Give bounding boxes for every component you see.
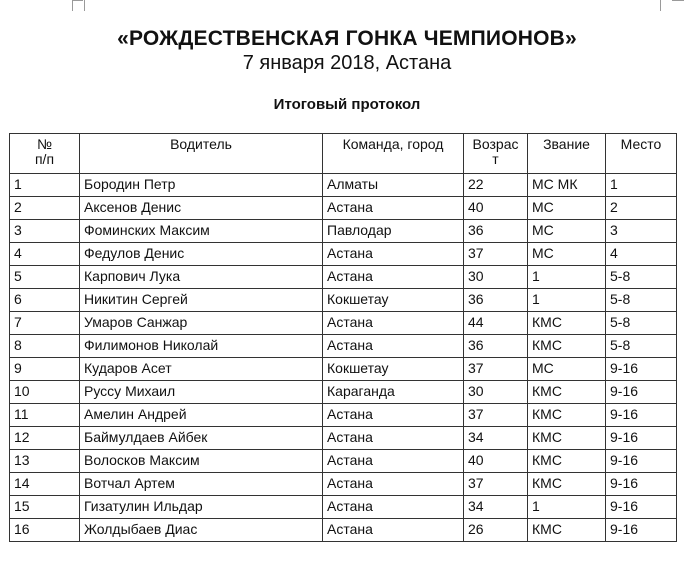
cell-place: 5-8 xyxy=(606,312,677,335)
cell-driver: Кударов Асет xyxy=(80,358,323,381)
cell-place: 2 xyxy=(606,197,677,220)
cell-place: 4 xyxy=(606,243,677,266)
cell-number: 7 xyxy=(10,312,80,335)
cell-driver: Волосков Максим xyxy=(80,450,323,473)
cell-rank: МС МК xyxy=(528,174,606,197)
cell-number: 8 xyxy=(10,335,80,358)
crop-mark-left xyxy=(72,0,83,11)
cell-place: 3 xyxy=(606,220,677,243)
cell-place: 9-16 xyxy=(606,381,677,404)
cell-place: 5-8 xyxy=(606,266,677,289)
table-header-row xyxy=(10,134,677,174)
table-row xyxy=(10,220,677,243)
cell-rank: КМС xyxy=(528,335,606,358)
cell-number: 9 xyxy=(10,358,80,381)
table-row xyxy=(10,404,677,427)
cell-age: 26 xyxy=(464,519,528,542)
column-header-age-line1: Возрас xyxy=(472,136,519,152)
crop-mark-right-inner xyxy=(660,0,661,11)
cell-rank: КМС xyxy=(528,473,606,496)
column-header-number-line2: п/п xyxy=(34,151,55,167)
cell-team: Кокшетау xyxy=(323,358,464,381)
table-row xyxy=(10,335,677,358)
cell-team: Астана xyxy=(323,312,464,335)
cell-team: Павлодар xyxy=(323,220,464,243)
column-header-number xyxy=(10,134,80,174)
cell-age: 34 xyxy=(464,427,528,450)
cell-age: 36 xyxy=(464,220,528,243)
crop-mark-left-inner xyxy=(84,0,85,11)
column-header-age-line2: т xyxy=(492,151,499,167)
cell-team: Астана xyxy=(323,473,464,496)
column-header-place: Место xyxy=(606,134,677,174)
cell-driver: Никитин Сергей xyxy=(80,289,323,312)
cell-team: Караганда xyxy=(323,381,464,404)
cell-number: 6 xyxy=(10,289,80,312)
cell-rank: МС xyxy=(528,197,606,220)
event-date-location: 7 января 2018, Астана xyxy=(242,52,452,74)
cell-number: 1 xyxy=(10,174,80,197)
cell-team: Астана xyxy=(323,266,464,289)
cell-number: 2 xyxy=(10,197,80,220)
table-row xyxy=(10,289,677,312)
cell-age: 30 xyxy=(464,266,528,289)
table-row xyxy=(10,197,677,220)
cell-driver: Руссу Михаил xyxy=(80,381,323,404)
cell-team: Астана xyxy=(323,519,464,542)
cell-age: 44 xyxy=(464,312,528,335)
cell-age: 37 xyxy=(464,243,528,266)
cell-driver: Бородин Петр xyxy=(80,174,323,197)
cell-rank: КМС xyxy=(528,450,606,473)
cell-place: 9-16 xyxy=(606,358,677,381)
cell-number: 13 xyxy=(10,450,80,473)
cell-team: Астана xyxy=(323,243,464,266)
table-row xyxy=(10,358,677,381)
cell-place: 5-8 xyxy=(606,289,677,312)
cell-place: 9-16 xyxy=(606,496,677,519)
cell-driver: Баймулдаев Айбек xyxy=(80,427,323,450)
cell-age: 37 xyxy=(464,404,528,427)
cell-age: 36 xyxy=(464,335,528,358)
protocol-heading: Итоговый протокол xyxy=(273,96,421,113)
cell-age: 36 xyxy=(464,289,528,312)
cell-rank: МС xyxy=(528,358,606,381)
crop-mark-right xyxy=(672,0,684,11)
cell-driver: Филимонов Николай xyxy=(80,335,323,358)
cell-rank: КМС xyxy=(528,427,606,450)
table-row xyxy=(10,243,677,266)
cell-rank: КМС xyxy=(528,519,606,542)
cell-team: Астана xyxy=(323,427,464,450)
cell-number: 3 xyxy=(10,220,80,243)
cell-number: 12 xyxy=(10,427,80,450)
column-header-age xyxy=(464,134,528,174)
table-row xyxy=(10,519,677,542)
cell-driver: Гизатулин Ильдар xyxy=(80,496,323,519)
cell-age: 30 xyxy=(464,381,528,404)
cell-rank: КМС xyxy=(528,381,606,404)
cell-rank: 1 xyxy=(528,496,606,519)
column-header-number-line1: № xyxy=(36,136,53,152)
cell-place: 9-16 xyxy=(606,404,677,427)
cell-driver: Амелин Андрей xyxy=(80,404,323,427)
table-row xyxy=(10,450,677,473)
cell-team: Кокшетау xyxy=(323,289,464,312)
results-body xyxy=(10,174,677,542)
cell-place: 1 xyxy=(606,174,677,197)
cell-rank: МС xyxy=(528,220,606,243)
cell-team: Астана xyxy=(323,335,464,358)
cell-number: 4 xyxy=(10,243,80,266)
cell-number: 5 xyxy=(10,266,80,289)
cell-age: 22 xyxy=(464,174,528,197)
cell-place: 9-16 xyxy=(606,427,677,450)
cell-age: 40 xyxy=(464,450,528,473)
column-header-driver: Водитель xyxy=(80,134,323,174)
table-row xyxy=(10,266,677,289)
cell-place: 5-8 xyxy=(606,335,677,358)
cell-driver: Умаров Санжар xyxy=(80,312,323,335)
cell-number: 11 xyxy=(10,404,80,427)
table-row xyxy=(10,174,677,197)
cell-place: 9-16 xyxy=(606,519,677,542)
cell-number: 16 xyxy=(10,519,80,542)
cell-age: 34 xyxy=(464,496,528,519)
results-table xyxy=(9,133,677,542)
cell-driver: Карпович Лука xyxy=(80,266,323,289)
cell-driver: Вотчал Артем xyxy=(80,473,323,496)
cell-team: Алматы xyxy=(323,174,464,197)
cell-rank: 1 xyxy=(528,289,606,312)
cell-number: 15 xyxy=(10,496,80,519)
cell-rank: МС xyxy=(528,243,606,266)
cell-number: 14 xyxy=(10,473,80,496)
cell-rank: КМС xyxy=(528,404,606,427)
cell-rank: КМС xyxy=(528,312,606,335)
table-row xyxy=(10,312,677,335)
cell-team: Астана xyxy=(323,404,464,427)
cell-team: Астана xyxy=(323,496,464,519)
document-title: «РОЖДЕСТВЕНСКАЯ ГОНКА ЧЕМПИОНОВ» xyxy=(117,27,577,50)
column-header-team: Команда, город xyxy=(323,134,464,174)
table-row xyxy=(10,473,677,496)
column-header-rank: Звание xyxy=(528,134,606,174)
table-row xyxy=(10,496,677,519)
cell-driver: Жолдыбаев Диас xyxy=(80,519,323,542)
cell-team: Астана xyxy=(323,450,464,473)
cell-age: 37 xyxy=(464,473,528,496)
cell-driver: Фоминских Максим xyxy=(80,220,323,243)
cell-place: 9-16 xyxy=(606,450,677,473)
cell-age: 40 xyxy=(464,197,528,220)
table-row xyxy=(10,427,677,450)
table-row xyxy=(10,381,677,404)
cell-age: 37 xyxy=(464,358,528,381)
cell-rank: 1 xyxy=(528,266,606,289)
cell-driver: Аксенов Денис xyxy=(80,197,323,220)
cell-driver: Федулов Денис xyxy=(80,243,323,266)
cell-team: Астана xyxy=(323,197,464,220)
cell-place: 9-16 xyxy=(606,473,677,496)
cell-number: 10 xyxy=(10,381,80,404)
